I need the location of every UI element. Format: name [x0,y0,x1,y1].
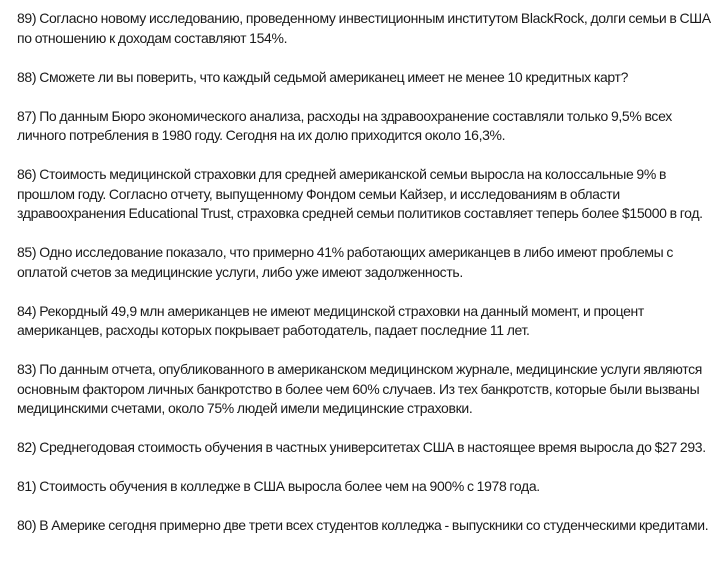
fact-83: 83) По данным отчета, опубликованного в американском медицинском журнале, медицинские услуги являются основным фактором личных банкротство в более чем 60% случаев. Из тех банкротств, которые были вызваны медицинскими счетами, около 75% людей имели медицинские страховки. [17,361,702,416]
facts-article [17,9,717,555]
fact-88: 88) Сможете ли вы поверить, что каждый седьмой американец имеет не менее 10 кредитных карт? [17,68,629,85]
fact-84: 84) Рекордный 49,9 млн американцев не имеют медицинской страховки на данный момент, и процент американцев, расходы которых покрывает работодатель, падает последние 11 лет. [17,302,644,338]
fact-85: 85) Одно исследование показало, что примерно 41% работающих американцев в либо имеют проблемы с оплатой счетов за медицинские услуги, либо уже имеют задолженность. [17,244,674,280]
fact-82: 82) Среднегодовая стоимость обучения в частных университетах США в настоящее время выросла до $27 293. [17,439,706,455]
fact-80: 80) В Америке сегодня примерно две трети всех студентов колледжа - выпускники со студенческими кредитами. [17,517,709,533]
fact-86: 86) Стоимость медицинской страховки для средней американской семьи выросла на колоссальные 9% в прошлом году. Согласно отчету, выпущенному Фондом семьи Кайзер, и исследованиям в области здравоохранения Educational Trust, страховка средней семьи политиков составляет теперь более $15000 в год. [17,166,703,221]
fact-87: 87) По данным Бюро экономического анализа, расходы на здравоохранение составляли только 9,5% всех личного потребления в 1980 году. Сегодня на их долю приходится около 16,3%. [17,107,672,143]
fact-81: 81) Стоимость обучения в колледже в США выросла более чем на 900% с 1978 года. [17,478,540,494]
fact-89: 89) Согласно новому исследованию, проведенному инвестиционным институтом BlackRock, долги семьи в США по отношению к доходам составляют 154%. [17,10,711,46]
